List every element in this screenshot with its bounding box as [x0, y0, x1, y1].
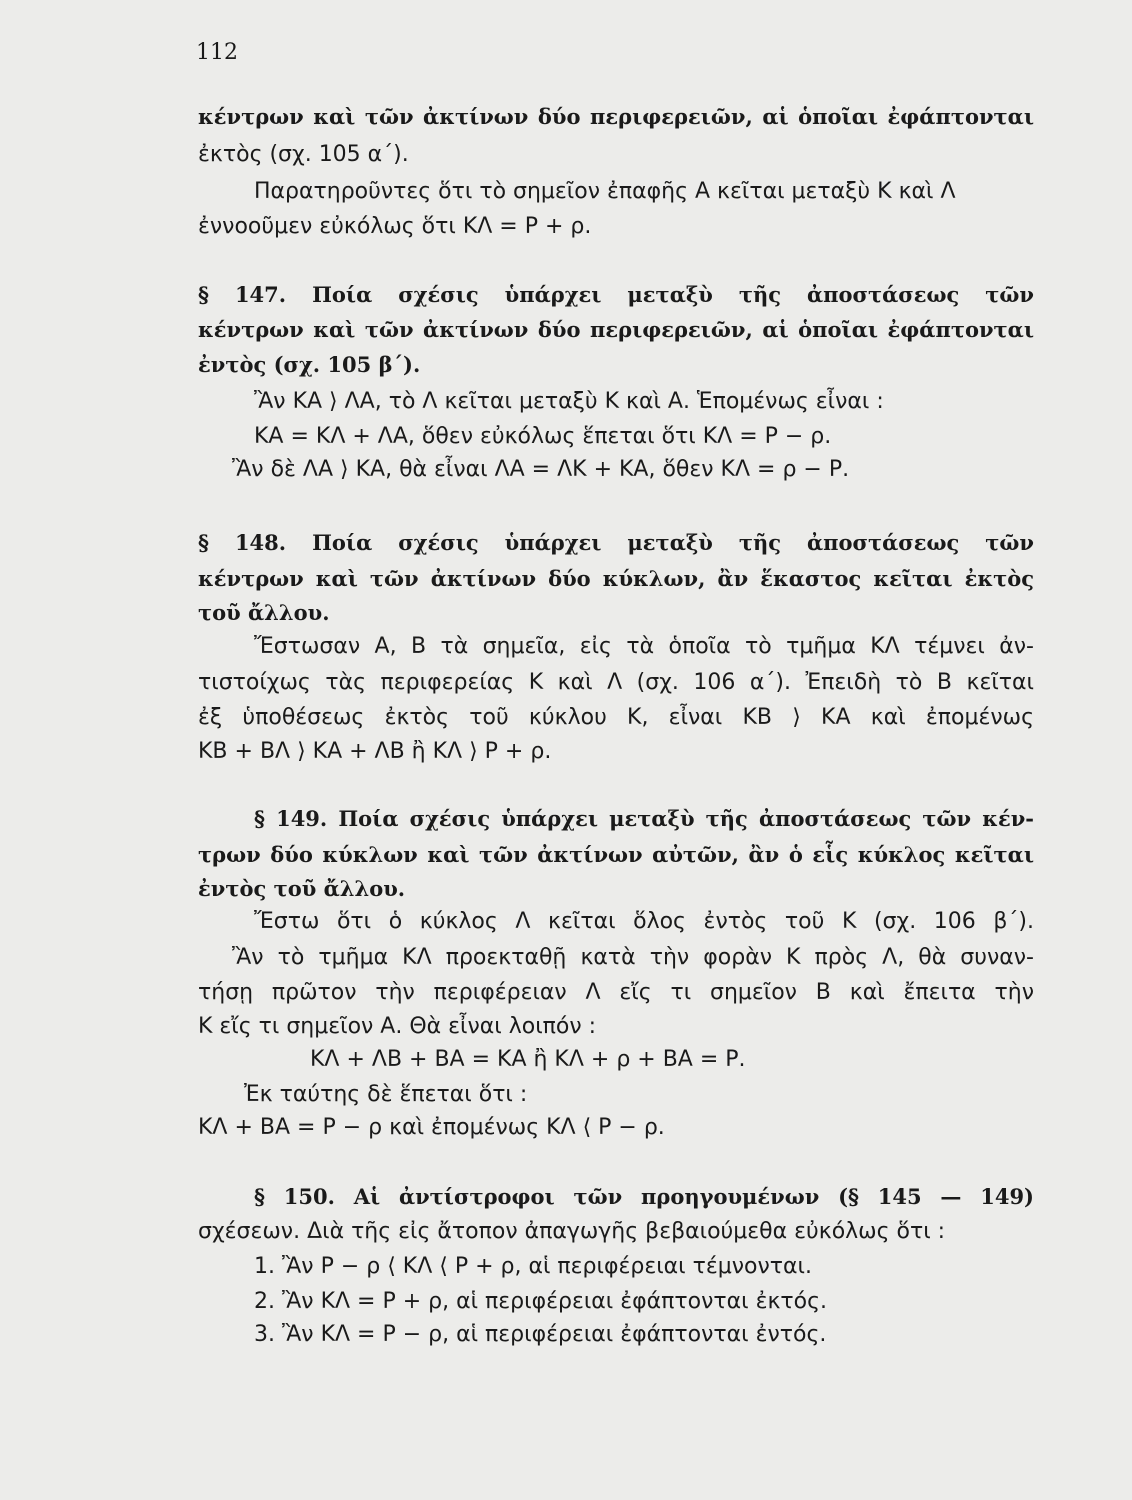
section-heading: § 147. Ποία σχέσις ὑπάρχει μεταξὺ τῆς ἀποστάσεως τῶν: [198, 282, 1034, 307]
text-line: ἐκτὸς (σχ. 105 α΄).: [198, 142, 409, 167]
list-item: 3. Ἂν ΚΛ = Ρ − ρ, αἱ περιφέρειαι ἐφάπτονται ἐντός.: [254, 1322, 827, 1347]
formula-line: ΚΛ + ΛΒ + ΒΑ = ΚΑ ἢ ΚΛ + ρ + ΒΑ = Ρ.: [310, 1047, 746, 1072]
text-line: ἐξ ὑποθέσεως ἐκτὸς τοῦ κύκλου Κ, εἶναι ΚΒ ⟩ ΚΑ καὶ ἐπομένως: [198, 705, 1034, 730]
text-line: Ἔστω ὅτι ὁ κύκλος Λ κεῖται ὅλος ἐντὸς τοῦ Κ (σχ. 106 β΄).: [254, 909, 1034, 934]
section-heading: κέντρων καὶ τῶν ἀκτίνων δύο περιφερειῶν, αἱ ὁποῖαι ἐφάπτονται: [198, 317, 1034, 342]
text-line: κέντρων καὶ τῶν ἀκτίνων δύο περιφερειῶν, αἱ ὁποῖαι ἐφάπτονται: [198, 104, 1034, 129]
text-line: Ἐκ ταύτης δὲ ἕπεται ὅτι :: [244, 1082, 528, 1107]
section-heading: τοῦ ἄλλου.: [198, 600, 330, 625]
list-item: 2. Ἂν ΚΛ = Ρ + ρ, αἱ περιφέρειαι ἐφάπτονται ἐκτός.: [254, 1289, 828, 1314]
text-line: Κ εἴς τι σημεῖον Α. Θὰ εἶναι λοιπόν :: [198, 1014, 597, 1039]
list-item: 1. Ἂν Ρ − ρ ⟨ ΚΛ ⟨ Ρ + ρ, αἱ περιφέρειαι τέμνονται.: [254, 1254, 812, 1279]
text-line: Ἂν τὸ τμῆμα ΚΛ προεκταθῇ κατὰ τὴν φορὰν Κ πρὸς Λ, θὰ συναν-: [232, 945, 1034, 970]
section-heading: κέντρων καὶ τῶν ἀκτίνων δύο κύκλων, ἂν ἕκαστος κεῖται ἐκτὸς: [198, 566, 1034, 591]
text-line: τιστοίχως τὰς περιφερείας Κ καὶ Λ (σχ. 106 α΄). Ἐπειδὴ τὸ Β κεῖται: [198, 670, 1034, 695]
text-line: Ἔστωσαν Α, Β τὰ σημεῖα, εἰς τὰ ὁποῖα τὸ τμῆμα ΚΛ τέμνει ἀν-: [254, 634, 1034, 659]
section-heading: τρων δύο κύκλων καὶ τῶν ἀκτίνων αὐτῶν, ἂν ὁ εἷς κύκλος κεῖται: [198, 842, 1034, 867]
section-heading: § 150. Αἱ ἀντίστροφοι τῶν προηγουμένων (§ 145 — 149): [254, 1184, 1034, 1209]
section-heading: § 149. Ποία σχέσις ὑπάρχει μεταξὺ τῆς ἀποστάσεως τῶν κέν-: [254, 806, 1034, 831]
text-line: τήσῃ πρῶτον τὴν περιφέρειαν Λ εἴς τι σημεῖον Β καὶ ἔπειτα τὴν: [198, 980, 1034, 1005]
section-heading: § 148. Ποία σχέσις ὑπάρχει μεταξὺ τῆς ἀποστάσεως τῶν: [198, 530, 1034, 555]
text-line: Ἂν δὲ ΛΑ ⟩ ΚΑ, θὰ εἶναι ΛΑ = ΛΚ + ΚΑ, ὅθεν ΚΛ = ρ − Ρ.: [232, 457, 850, 482]
formula-line: ΚΑ = ΚΛ + ΛΑ, ὅθεν εὐκόλως ἕπεται ὅτι ΚΛ = Ρ − ρ.: [254, 424, 832, 449]
text-line: σχέσεων. Διὰ τῆς εἰς ἄτοπον ἀπαγωγῆς βεβαιούμεθα εὐκόλως ὅτι :: [198, 1219, 946, 1244]
text-line: ἐννοοῦμεν εὐκόλως ὅτι ΚΛ = Ρ + ρ.: [198, 214, 592, 239]
section-heading: ἐντὸς τοῦ ἄλλου.: [198, 876, 406, 901]
section-heading: ἐντὸς (σχ. 105 β΄).: [198, 352, 421, 377]
formula-line: ΚΒ + ΒΛ ⟩ ΚΑ + ΛΒ ἢ ΚΛ ⟩ Ρ + ρ.: [198, 739, 552, 764]
formula-line: ΚΛ + ΒΑ = Ρ − ρ καὶ ἐπομένως ΚΛ ⟨ Ρ − ρ.: [198, 1115, 665, 1140]
page-number: 112: [196, 40, 238, 65]
text-line: Παρατηροῦντες ὅτι τὸ σημεῖον ἐπαφῆς Α κεῖται μεταξὺ Κ καὶ Λ: [254, 179, 956, 204]
text-line: Ἂν ΚΑ ⟩ ΛΑ, τὸ Λ κεῖται μεταξὺ Κ καὶ Α. Ἑπομένως εἶναι :: [254, 389, 884, 414]
